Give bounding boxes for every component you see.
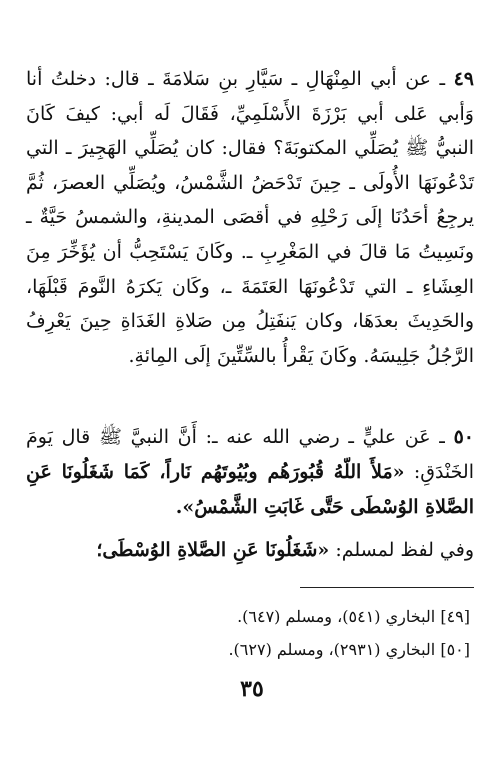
hadith-50-intro: ـ عَن عليٍّ ـ رضي الله عنه ـ: أَنَّ النبيَّ ﷺ قال يَومَ الخَنْدَقِ: (26, 426, 474, 483)
hadith-49-number: ٤٩ (453, 68, 474, 90)
muslim-variant-intro: وفي لفظ لمسلم: (335, 539, 474, 561)
muslim-variant-line (26, 533, 474, 567)
hadith-49-text: ـ عن أبي المِنْهَالِ ـ سَيَّارِ بنِ سَلامَةَ ـ قال: دخلتُ أنا وَأبي عَلى أبي بَرْزَةَ الأَسْلَمِيِّ، فَقَالَ لَه أبي: كيفَ كَانَ النبيُّ ﷺ يُصَلِّي المكتوبَةَ؟ فقال: كان يُصَلِّي الهَجِيرَ ـ التي تَدْعُونَهَا الأُولَى ـ حِينَ تَدْحَضُ الشَّمْسُ، ويُصَلِّي العصرَ، ثُمَّ يرجِعُ أحَدُنَا إلَى رَحْلِهِ في أقصَى المدينةِ، والشمسُ حَيَّةٌ ـ ونَسِيتُ مَا قالَ في المَغْرِبِ ـ. وكَانَ يَسْتَحِبُّ أن يُؤَخِّرَ مِنَ العِشَاءِ ـ التي تَدْعُونَهَا العَتَمَةَ ـ، وكَان يَكرَهُ النَّومَ قَبْلَهَا، والحَدِيثَ بعدَهَا، وكان يَنفَتِلُ مِن صَلاةِ الغَدَاةِ حِينَ يَعْرِفُ الرَّجُلُ جَلِيسَهُ. وكَانَ يَقْرأُ بالسِّتِّينَ إلَى المِائةِ. (26, 68, 474, 367)
page-number: ٣٥ (240, 676, 264, 702)
muslim-variant-quote: «شَغَلُونَا عَنِ الصَّلاةِ الوُسْطَى؛ (96, 539, 330, 561)
footnotes (30, 600, 470, 666)
hadith-49-paragraph (26, 62, 474, 373)
footnote-50: [٥٠] البخاري (٢٩٣١)، ومسلم (٦٢٧). (228, 640, 470, 659)
hadith-50-quote: «مَلأَ اللّهُ قُبُورَهُم وبُيُوتَهُم نَاراً، كَمَا شَغَلُونَا عَنِ الصَّلاةِ الوُسْطَى حَتَّى غَابَتِ الشَّمْسُ». (26, 461, 474, 518)
footnote-divider (300, 587, 474, 588)
hadith-50-paragraph (26, 420, 474, 525)
hadith-50-number: ٥٠ (453, 426, 475, 448)
footnote-49: [٤٩] البخاري (٥٤١)، ومسلم (٦٤٧). (237, 607, 470, 626)
